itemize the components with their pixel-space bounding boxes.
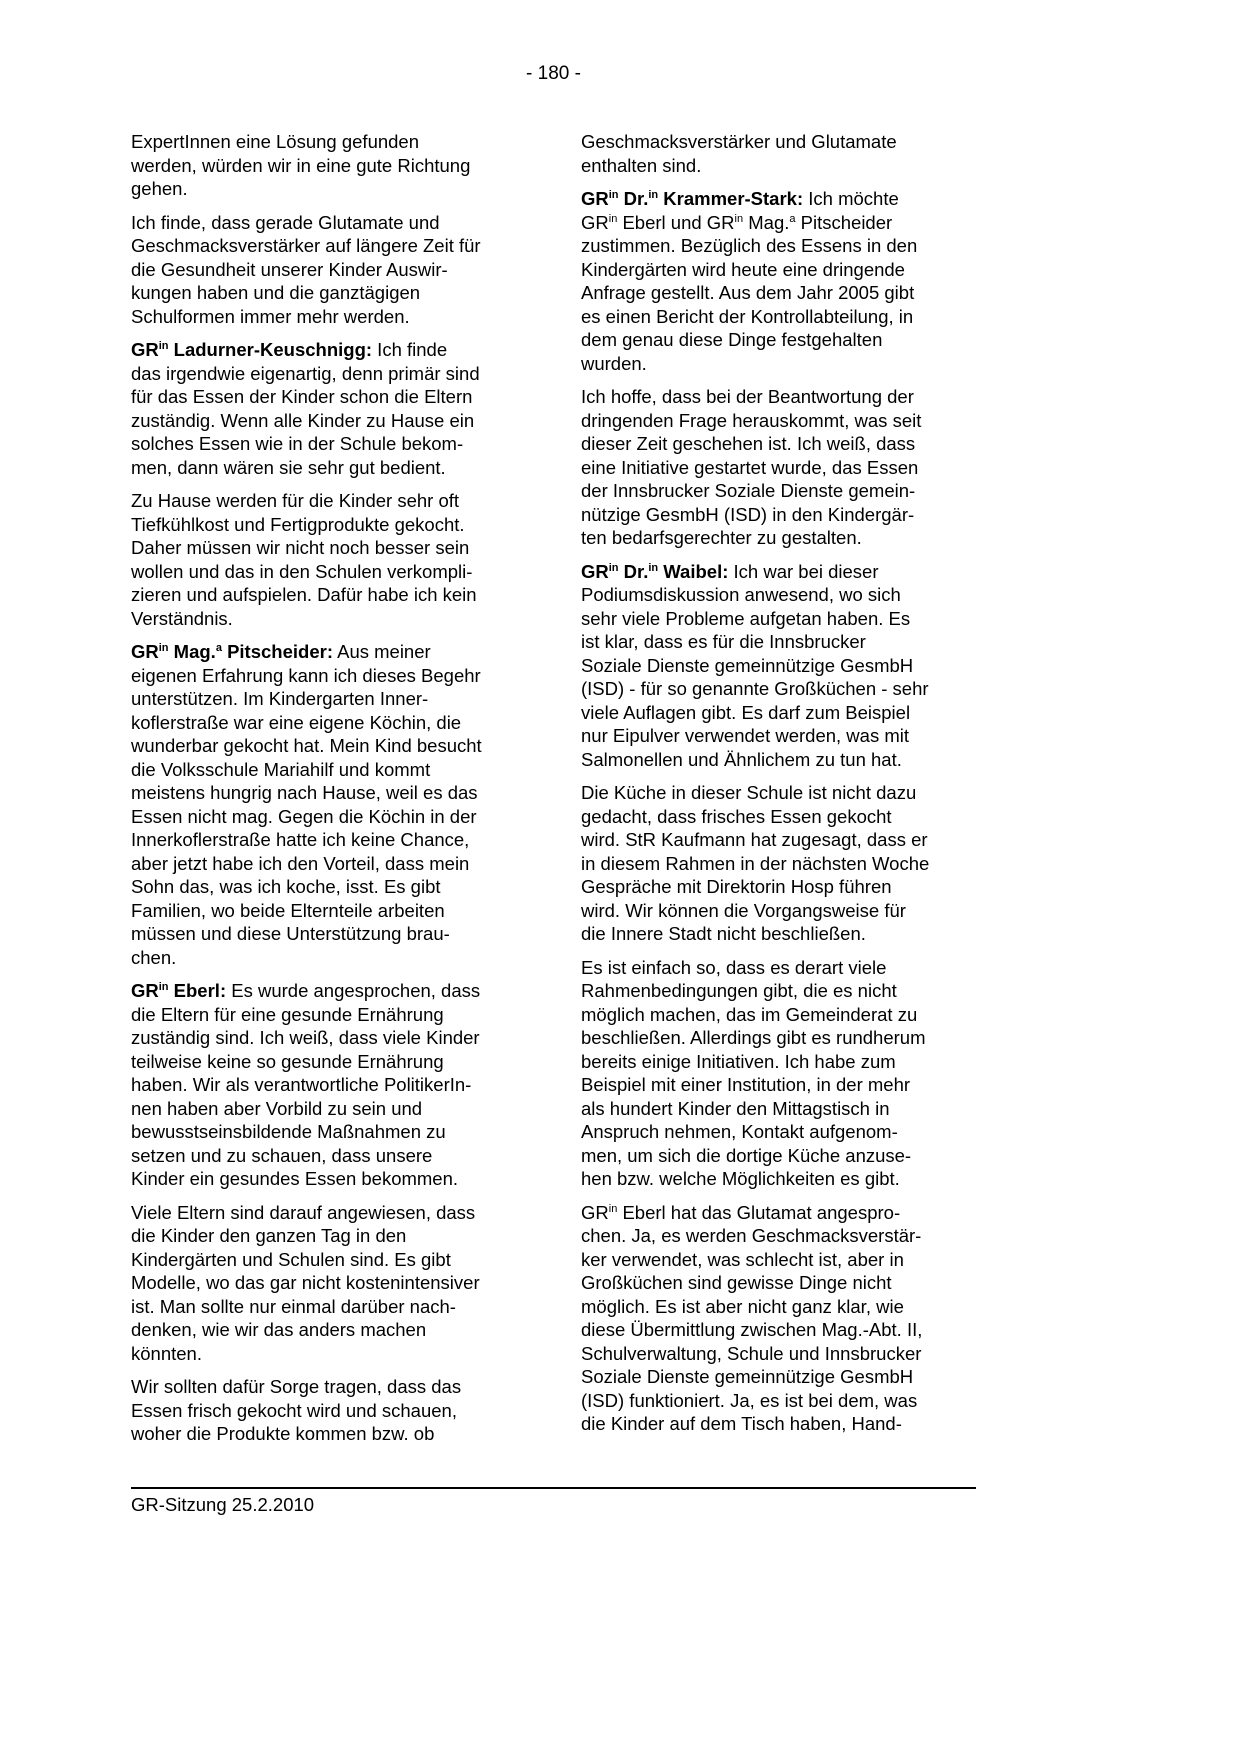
text-line [581, 1144, 976, 1168]
text-line [581, 630, 976, 654]
text-line [131, 1003, 526, 1027]
text-line [131, 362, 526, 386]
text-line [581, 979, 976, 1003]
text-line [581, 724, 976, 748]
text-line [581, 1271, 976, 1295]
text-segment: die Kinder auf dem Tisch haben, Hand- [581, 1413, 902, 1434]
text-line [131, 583, 526, 607]
text-segment: unterstützen. Im Kindergarten Inner- [131, 688, 429, 709]
text-segment: nen haben aber Vorbild zu sein und [131, 1097, 423, 1119]
text-line [131, 1073, 526, 1097]
text-line [581, 258, 976, 282]
text-line [581, 352, 976, 376]
text-segment: Dr. [618, 188, 649, 209]
text-segment: Essen frisch gekocht wird und schauen, [131, 1399, 457, 1421]
column-left [131, 130, 526, 1456]
text-segment: Tiefkühlkost und Fertigprodukte gekocht. [131, 513, 465, 535]
text-segment: Ladurner-Keuschnigg: [168, 339, 373, 360]
paragraph [131, 640, 526, 969]
text-line [581, 305, 976, 329]
superscript-text: in [648, 189, 659, 201]
text-line [131, 456, 526, 480]
text-segment: die Volksschule Mariahilf und kommt [131, 758, 431, 780]
text-line [581, 130, 976, 154]
text-segment: Es ist einfach so, dass es derart viele [581, 956, 887, 978]
superscript-text: in [648, 561, 659, 574]
text-line [581, 1389, 976, 1413]
superscript-text: in [608, 1202, 618, 1215]
text-segment: (ISD) funktioniert. Ja, es ist bei dem, was [581, 1389, 918, 1411]
text-segment: meistens hungrig nach Hause, weil es das [131, 782, 478, 803]
text-line [131, 385, 526, 409]
text-segment: die Eltern für eine gesunde Ernährung [131, 1003, 444, 1025]
text-line [131, 1201, 526, 1225]
text-segment: woher die Produkte kommen bzw. ob [131, 1423, 435, 1444]
text-segment: dieser Zeit geschehen ist. Ich weiß, dass [581, 433, 916, 454]
text-segment: kungen haben und die ganztägigen [131, 282, 421, 303]
paragraph [131, 1375, 526, 1446]
text-line [581, 1318, 976, 1342]
text-line [131, 711, 526, 735]
text-segment: GR [581, 211, 609, 233]
text-segment: zuständig sind. Ich weiß, dass viele Kinder [131, 1027, 480, 1048]
text-segment: diese Übermittlung zwischen Mag.-Abt. II, [581, 1319, 923, 1340]
text-segment: sehr viele Probleme aufgetan haben. Es [581, 607, 911, 629]
text-line [581, 1295, 976, 1319]
text-segment: Aus meiner [332, 641, 431, 662]
text-line [131, 1295, 526, 1319]
text-line [131, 432, 526, 456]
text-line [581, 409, 976, 433]
page-number: - 180 - [526, 63, 581, 84]
text-segment: möglich. Es ist aber nicht ganz klar, wie [581, 1295, 904, 1317]
text-segment: Anfrage gestellt. Aus dem Jahr 2005 gibt [581, 282, 915, 303]
text-line [581, 607, 976, 631]
text-segment: die Innere Stadt nicht beschließen. [581, 923, 866, 944]
text-segment: nützige GesmbH (ISD) in den Kindergär- [581, 503, 915, 525]
text-line [581, 828, 976, 852]
text-line [581, 456, 976, 480]
text-line [581, 503, 976, 527]
text-segment: dem genau diese Dinge festgehalten [581, 329, 883, 350]
superscript-text: in [608, 189, 619, 201]
text-line [581, 781, 976, 805]
text-segment: zieren und aufspielen. Dafür habe ich kein [131, 584, 477, 605]
paragraph [131, 979, 526, 1191]
text-line [131, 875, 526, 899]
text-line [131, 1167, 526, 1191]
text-line [581, 234, 976, 258]
text-line [131, 281, 526, 305]
text-line [581, 1167, 976, 1191]
text-line [131, 922, 526, 946]
page-content [131, 130, 976, 1456]
text-line [581, 1050, 976, 1074]
text-segment: beschließen. Allerdings gibt es rundherum [581, 1027, 926, 1048]
superscript-text: in [608, 561, 619, 574]
text-segment: Kindergärten wird heute eine dringende [581, 258, 905, 280]
text-segment: Innerkoflerstraße hatte ich keine Chance, [131, 829, 470, 850]
text-line [131, 664, 526, 688]
text-line [581, 385, 976, 409]
text-segment: ker verwendet, was schlecht ist, aber in [581, 1248, 904, 1270]
text-line [131, 1248, 526, 1272]
text-line [131, 489, 526, 513]
text-segment: wunderbar gekocht hat. Mein Kind besucht [131, 735, 482, 756]
text-segment: Schulverwaltung, Schule und Innsbrucker [581, 1342, 922, 1364]
text-segment: Mag. [168, 641, 216, 662]
text-line [131, 734, 526, 758]
text-segment: Zu Hause werden für die Kinder sehr oft [131, 490, 460, 511]
footer-rule [131, 1487, 976, 1489]
superscript-text: in [734, 212, 744, 225]
text-segment: men, dann wären sie sehr gut bedient. [131, 456, 446, 478]
text-line [581, 654, 976, 678]
paragraph [581, 1201, 976, 1436]
text-segment: GR [131, 339, 159, 360]
text-segment: Ich finde [372, 339, 448, 360]
superscript-text: in [608, 212, 618, 225]
text-line [131, 409, 526, 433]
text-segment: als hundert Kinder den Mittagstisch in [581, 1097, 890, 1119]
text-line [581, 701, 976, 725]
paragraph [581, 187, 976, 375]
text-segment: eine Initiative gestartet wurde, das Essen [581, 456, 919, 478]
text-segment: Großküchen sind gewisse Dinge nicht [581, 1272, 892, 1293]
text-line [131, 1120, 526, 1144]
text-segment: Ich hoffe, dass bei der Beantwortung der [581, 386, 914, 407]
text-segment: gehen. [131, 178, 188, 199]
text-line [131, 177, 526, 201]
column-right [581, 130, 976, 1456]
text-line [131, 513, 526, 537]
text-segment: Kindergärten und Schulen sind. Es gibt [131, 1248, 451, 1270]
text-segment: Soziale Dienste gemeinnützige GesmbH [581, 1366, 914, 1387]
text-segment: solches Essen wie in der Schule bekom- [131, 433, 464, 454]
text-segment: gedacht, dass frisches Essen gekocht [581, 805, 892, 827]
text-segment: ist. Man sollte nur einmal darüber nach- [131, 1295, 456, 1317]
text-line [131, 852, 526, 876]
text-segment: Essen nicht mag. Gegen die Köchin in der [131, 805, 477, 827]
text-segment: Schulformen immer mehr werden. [131, 305, 410, 327]
text-line [131, 828, 526, 852]
text-line [131, 1026, 526, 1050]
text-segment: GR [581, 188, 609, 209]
text-line [131, 1224, 526, 1248]
text-line [581, 1073, 976, 1097]
text-segment: setzen und zu schauen, dass unsere [131, 1144, 433, 1166]
text-segment: Ich war bei dieser [728, 560, 879, 582]
text-segment: es einen Bericht der Kontrollabteilung, in [581, 305, 914, 327]
text-line [581, 1120, 976, 1144]
text-line [581, 1201, 976, 1225]
text-line [581, 1224, 976, 1248]
text-line [581, 1365, 976, 1389]
text-segment: teilweise keine so gesunde Ernährung [131, 1050, 444, 1072]
text-line [131, 560, 526, 584]
text-segment: Salmonellen und Ähnlichem zu tun hat. [581, 748, 902, 770]
text-segment: nur Eipulver verwendet werden, was mit [581, 725, 910, 746]
paragraph [131, 1201, 526, 1366]
superscript-text: in [158, 642, 169, 654]
text-segment: Podiumsdiskussion anwesend, wo sich [581, 584, 901, 605]
text-line [131, 899, 526, 923]
text-line [131, 258, 526, 282]
text-segment: Rahmenbedingungen gibt, die es nicht [581, 980, 897, 1001]
text-line [581, 479, 976, 503]
superscript-text: a [215, 642, 222, 654]
text-line [131, 1342, 526, 1366]
text-line [581, 677, 976, 701]
paragraph [581, 956, 976, 1191]
text-segment: Geschmacksverstärker auf längere Zeit für [131, 235, 481, 256]
text-line [131, 979, 526, 1003]
text-segment: viele Auflagen gibt. Es darf zum Beispiel [581, 701, 911, 723]
text-segment: bewusstseinsbildende Maßnahmen zu [131, 1121, 446, 1142]
text-segment: Beispiel mit einer Institution, in der mehr [581, 1074, 911, 1095]
text-line [131, 211, 526, 235]
text-segment: denken, wie wir das anders machen [131, 1319, 427, 1340]
text-segment: haben. Wir als verantwortliche PolitikerIn- [131, 1074, 472, 1095]
paragraph [131, 130, 526, 201]
text-segment: bereits einige Initiativen. Ich habe zum [581, 1050, 896, 1072]
text-segment: GR [581, 1201, 609, 1223]
text-segment: für das Essen der Kinder schon die Eltern [131, 386, 473, 407]
text-segment: Eberl und GR [617, 211, 735, 233]
text-segment: das irgendwie eigenartig, denn primär sind [131, 362, 480, 384]
text-segment: Pitscheider: [221, 641, 333, 662]
text-line [581, 875, 976, 899]
text-segment: in diesem Rahmen in der nächsten Woche [581, 852, 930, 874]
text-line [581, 805, 976, 829]
text-segment: wollen und das in den Schulen verkompli- [131, 560, 473, 582]
text-line [131, 154, 526, 178]
text-segment: könnten. [131, 1342, 202, 1364]
footer-text: GR-Sitzung 25.2.2010 [131, 1494, 315, 1515]
text-line [131, 1097, 526, 1121]
text-segment: chen. [131, 946, 177, 968]
text-line [131, 758, 526, 782]
paragraph [581, 781, 976, 946]
text-line [581, 154, 976, 178]
paragraph [581, 385, 976, 550]
paragraph [131, 211, 526, 329]
text-segment: die Kinder den ganzen Tag in den [131, 1225, 407, 1246]
text-line [581, 187, 976, 211]
text-line [131, 234, 526, 258]
text-segment: der Innsbrucker Soziale Dienste gemein- [581, 480, 916, 501]
text-segment: ExpertInnen eine Lösung gefunden [131, 131, 420, 152]
text-line [581, 852, 976, 876]
text-segment: Geschmacksverstärker und Glutamate [581, 131, 897, 152]
paragraph [131, 489, 526, 630]
text-segment: Kinder ein gesundes Essen bekommen. [131, 1168, 459, 1189]
text-line [581, 583, 976, 607]
text-segment: GR [131, 980, 159, 1001]
text-segment: Waibel: [658, 560, 729, 582]
text-segment: Ich finde, dass gerade Glutamate und [131, 211, 440, 233]
text-line [131, 1399, 526, 1423]
text-segment: Pitscheider [795, 211, 893, 233]
text-segment: Verständnis. [131, 607, 233, 629]
text-line [581, 1248, 976, 1272]
text-line [131, 805, 526, 829]
text-segment: Krammer-Stark: [658, 188, 804, 209]
text-line [581, 281, 976, 305]
text-line [581, 526, 976, 550]
text-line [131, 305, 526, 329]
text-line [581, 922, 976, 946]
superscript-text: a [789, 212, 796, 225]
text-segment: enthalten sind. [581, 154, 702, 176]
text-segment: chen. Ja, es werden Geschmacksverstär- [581, 1225, 922, 1246]
text-line [131, 687, 526, 711]
text-segment: Ich möchte [803, 188, 899, 209]
text-segment: Modelle, wo das gar nicht kostenintensiver [131, 1272, 480, 1293]
text-line [581, 211, 976, 235]
paragraph [131, 338, 526, 479]
text-segment: Daher müssen wir nicht noch besser sein [131, 537, 470, 558]
text-segment: wird. Wir können die Vorgangsweise für [581, 899, 906, 921]
text-segment: Mag. [743, 211, 790, 233]
text-segment: hen bzw. welche Möglichkeiten es gibt. [581, 1168, 900, 1189]
text-line [131, 1375, 526, 1399]
text-segment: die Gesundheit unserer Kinder Auswir- [131, 258, 448, 280]
text-line [581, 1003, 976, 1027]
text-segment: (ISD) - für so genannte Großküchen - sehr [581, 678, 929, 699]
page-footer [131, 1487, 976, 1516]
text-segment: müssen und diese Unterstützung brau- [131, 923, 450, 944]
text-line [131, 1144, 526, 1168]
text-line [131, 1318, 526, 1342]
text-segment: Es wurde angesprochen, dass [226, 980, 481, 1001]
text-line [131, 1271, 526, 1295]
text-segment: wird. StR Kaufmann hat zugesagt, dass er [581, 829, 928, 850]
text-line [581, 899, 976, 923]
text-line [131, 946, 526, 970]
text-line [581, 1026, 976, 1050]
text-segment: ist klar, dass es für die Innsbrucker [581, 631, 866, 652]
text-segment: Soziale Dienste gemeinnützige GesmbH [581, 654, 914, 676]
superscript-text: in [158, 340, 169, 352]
text-segment: Gespräche mit Direktorin Hosp führen [581, 876, 892, 897]
text-segment: men, um sich die dortige Küche anzuse- [581, 1144, 912, 1166]
superscript-text: in [158, 981, 169, 993]
text-line [581, 1342, 976, 1366]
text-segment: aber jetzt habe ich den Vorteil, dass mein [131, 852, 470, 874]
text-segment: GR [131, 641, 159, 662]
text-segment: werden, würden wir in eine gute Richtung [131, 154, 471, 176]
text-line [581, 748, 976, 772]
text-line [131, 1050, 526, 1074]
text-segment: Sohn das, was ich koche, isst. Es gibt [131, 876, 441, 897]
text-segment: GR [581, 560, 609, 582]
text-segment: koflerstraße war eine eigene Köchin, die [131, 711, 462, 733]
text-segment: wurden. [581, 352, 647, 374]
text-segment: eigenen Erfahrung kann ich dieses Begehr [131, 664, 481, 686]
text-segment: Viele Eltern sind darauf angewiesen, dass [131, 1201, 476, 1223]
text-segment: zuständig. Wenn alle Kinder zu Hause ein [131, 409, 475, 431]
text-line [131, 1422, 526, 1446]
text-segment: Dr. [618, 560, 649, 582]
text-line [581, 1097, 976, 1121]
text-line [581, 956, 976, 980]
text-line [131, 781, 526, 805]
text-line [131, 130, 526, 154]
text-line [131, 607, 526, 631]
text-segment: Familien, wo beide Elternteile arbeiten [131, 899, 445, 921]
text-segment: ten bedarfsgerechter zu gestalten. [581, 527, 862, 548]
text-line [581, 328, 976, 352]
text-segment: Anspruch nehmen, Kontakt aufgenom- [581, 1121, 898, 1142]
text-line [581, 1412, 976, 1436]
text-line [131, 338, 526, 362]
text-segment: möglich machen, das im Gemeinderat zu [581, 1003, 918, 1025]
text-segment: zustimmen. Bezüglich des Essens in den [581, 235, 918, 256]
text-segment: Eberl: [168, 980, 227, 1001]
text-segment: dringenden Frage herauskommt, was seit [581, 409, 922, 431]
text-line [581, 560, 976, 584]
text-line [581, 432, 976, 456]
text-line [131, 640, 526, 664]
paragraph [581, 560, 976, 772]
text-segment: Eberl hat das Glutamat angespro- [617, 1201, 901, 1223]
text-segment: Wir sollten dafür Sorge tragen, dass das [131, 1376, 462, 1397]
paragraph [581, 130, 976, 177]
text-line [131, 536, 526, 560]
text-segment: Die Küche in dieser Schule ist nicht dazu [581, 782, 917, 803]
